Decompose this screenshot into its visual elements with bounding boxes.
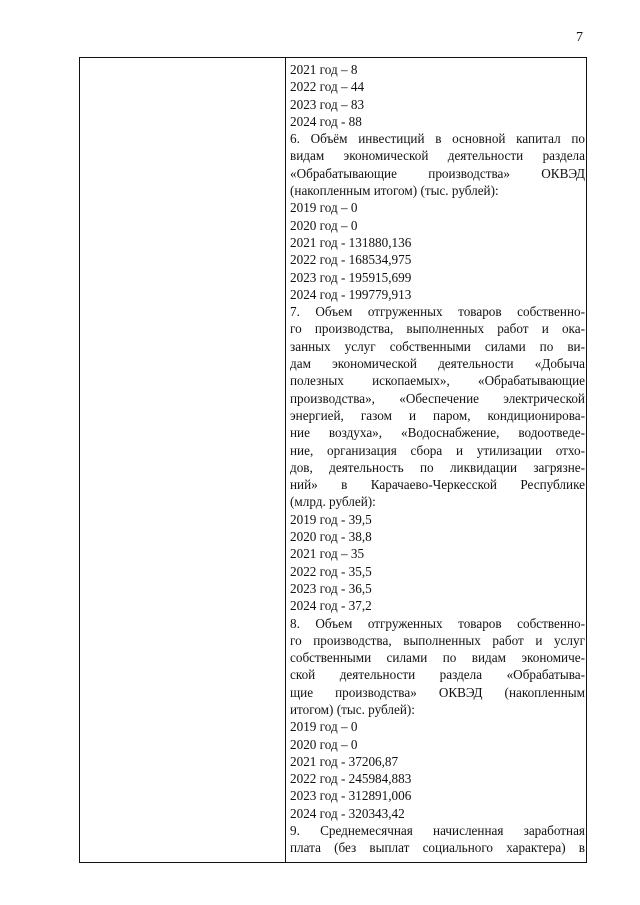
text-line: го производства, выполненных работ и услуг bbox=[290, 632, 585, 648]
text-line: щие производства» ОКВЭД (накопленным bbox=[290, 684, 585, 700]
text-line: 2023 год - 36,5 bbox=[290, 580, 372, 596]
text-line: плата (без выплат социального характера) в bbox=[290, 840, 585, 856]
text-line: итогом) (тыс. рублей): bbox=[290, 701, 415, 717]
page-number: 7 bbox=[576, 30, 583, 45]
text-line: 2022 год - 35,5 bbox=[290, 563, 372, 579]
text-line: го производства, выполненных работ и ока- bbox=[290, 321, 585, 337]
text-line: собственными силами по видам экономиче- bbox=[290, 650, 585, 666]
text-line: 2024 год - 88 bbox=[290, 113, 362, 129]
text-line: «Обрабатывающие производства» ОКВЭД bbox=[290, 165, 585, 181]
text-line: производства», «Обеспечение электрической bbox=[290, 390, 585, 406]
text-line: (накопленным итогом) (тыс. рублей): bbox=[290, 183, 499, 199]
text-line: 9. Среднемесячная начисленная заработная bbox=[290, 823, 585, 839]
text-line: 8. Объем отгруженных товаров собственно- bbox=[290, 615, 585, 631]
text-line: 6. Объём инвестиций в основной капитал по bbox=[290, 131, 585, 147]
text-line: 2020 год – 0 bbox=[290, 736, 358, 752]
text-line: 2024 год - 37,2 bbox=[290, 598, 372, 614]
text-line: дам экономической деятельности «Добыча bbox=[290, 356, 585, 372]
text-line: 7. Объем отгруженных товаров собственно- bbox=[290, 304, 585, 320]
text-line: 2020 год – 0 bbox=[290, 217, 358, 233]
text-line: 2021 год – 8 bbox=[290, 62, 358, 77]
text-line: 2024 год - 199779,913 bbox=[290, 286, 412, 302]
text-line: 2020 год - 38,8 bbox=[290, 529, 372, 545]
text-line: 2021 год - 37206,87 bbox=[290, 753, 399, 769]
text-line: 2023 год - 195915,699 bbox=[290, 269, 412, 285]
text-line: занных услуг собственными силами по ви- bbox=[290, 338, 585, 354]
text-line: ской деятельности раздела «Обрабатыва- bbox=[290, 667, 585, 683]
text-line: 2024 год - 320343,42 bbox=[290, 805, 405, 821]
left-column-cell bbox=[80, 58, 286, 862]
text-line: ний» в Карачаево-Черкесской Республике bbox=[290, 477, 585, 493]
text-line: ние, организация сбора и утилизации отхо- bbox=[290, 442, 585, 458]
text-line: энергией, газом и паром, кондиционирова- bbox=[290, 407, 585, 423]
text-line: 2022 год - 245984,883 bbox=[290, 771, 412, 787]
right-column-cell bbox=[290, 61, 585, 857]
text-line: (млрд. рублей): bbox=[290, 494, 376, 510]
text-line: 2021 год - 131880,136 bbox=[290, 234, 412, 250]
text-line: 2022 год – 44 bbox=[290, 79, 365, 95]
document-table bbox=[79, 57, 587, 863]
text-line: ние воздуха», «Водоснабжение, водоотведе- bbox=[290, 425, 585, 441]
text-line: полезных ископаемых», «Обрабатывающие bbox=[290, 373, 585, 389]
text-line: 2022 год - 168534,975 bbox=[290, 252, 412, 268]
text-line: 2023 год - 312891,006 bbox=[290, 788, 412, 804]
text-line: 2019 год – 0 bbox=[290, 200, 358, 216]
text-line: 2019 год - 39,5 bbox=[290, 511, 372, 527]
text-line: видам экономической деятельности раздела bbox=[290, 148, 585, 164]
text-line: 2023 год – 83 bbox=[290, 96, 365, 112]
text-line: дов, деятельность по ликвидации загрязне- bbox=[290, 459, 585, 475]
text-line: 2021 год – 35 bbox=[290, 546, 365, 562]
text-line: 2019 год – 0 bbox=[290, 719, 358, 735]
